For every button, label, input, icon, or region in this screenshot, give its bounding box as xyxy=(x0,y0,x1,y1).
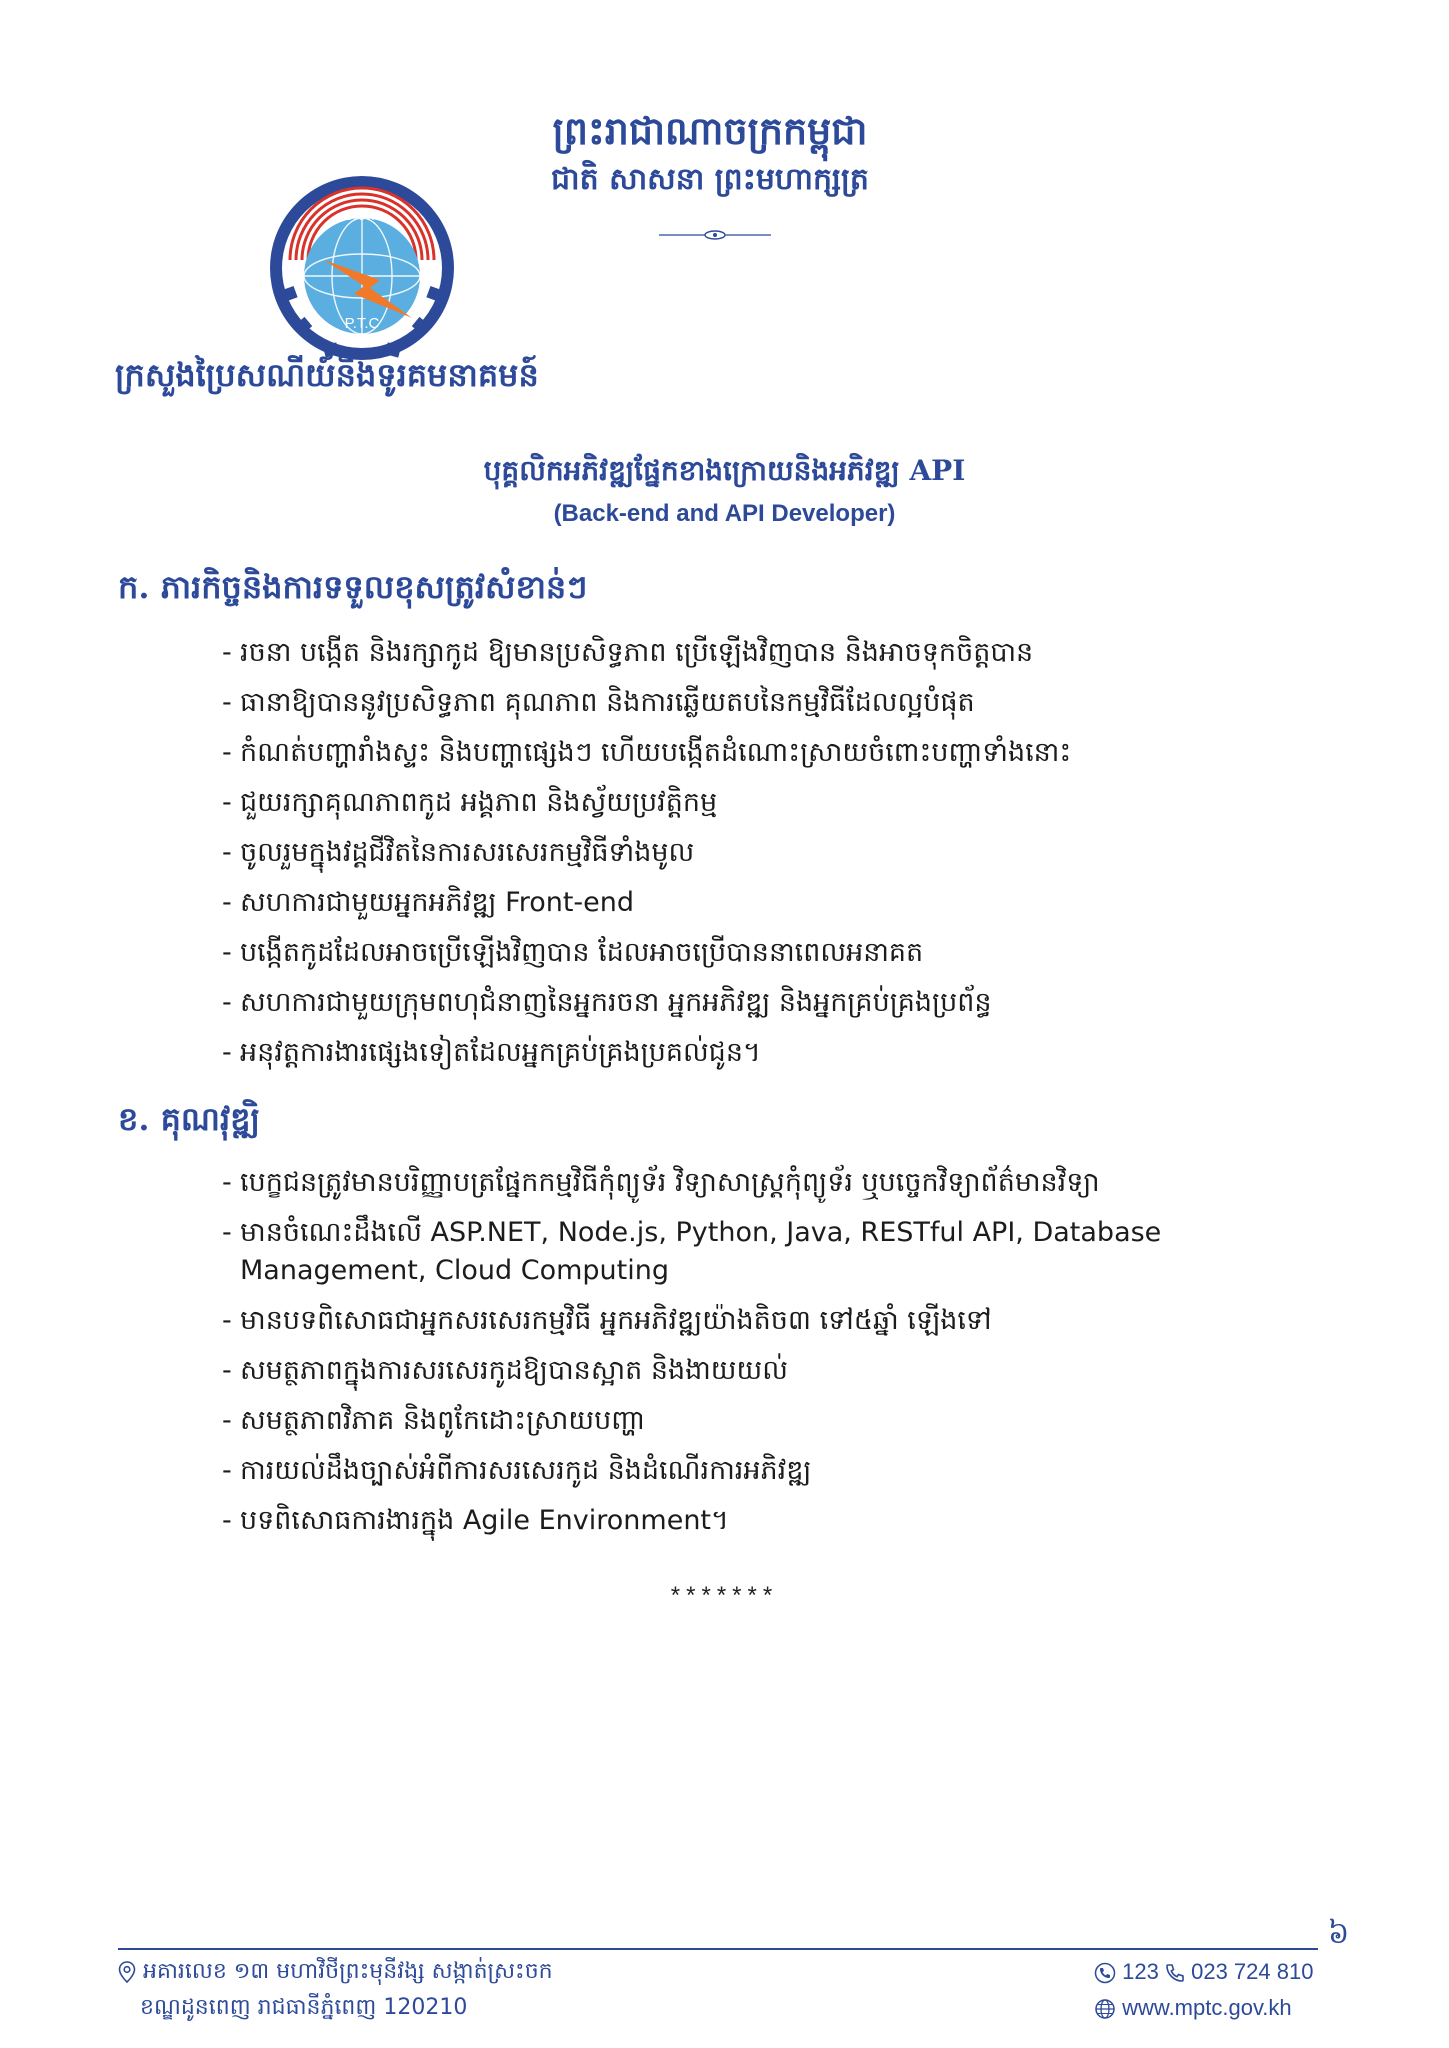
end-of-section-mark: ******* xyxy=(670,1582,779,1609)
website-link[interactable]: www.mptc.gov.kh xyxy=(1122,1995,1292,2020)
list-item: - សមត្ថភាពក្នុងការសរសេរកូដឱ្យបានស្អាត និងងាយយល់ xyxy=(222,1355,788,1386)
list-item: - សហការជាមួយអ្នកអភិវឌ្ឍ Front-end xyxy=(222,887,635,918)
footer-contact xyxy=(1094,1954,1334,2026)
list-item: - មានបទពិសោធជាអ្នកសរសេរកម្មវិធី អ្នកអភិវឌ្ឍយ៉ាងតិច៣ ទៅ៥ឆ្នាំ ឡើងទៅ xyxy=(222,1305,992,1336)
job-title-khmer: បុគ្គលិកអភិវឌ្ឍផ្នែកខាងក្រោយនិងអភិវឌ្ឍ API xyxy=(483,454,966,487)
responsibilities-list xyxy=(222,628,1342,1078)
logo-top-text: ប.ទ.គ xyxy=(344,208,380,224)
footer-divider xyxy=(118,1948,1318,1950)
kingdom-header xyxy=(450,104,970,202)
phone-handset-icon xyxy=(1165,1963,1185,1983)
job-title xyxy=(0,448,1449,534)
list-item: - បេក្ខជនត្រូវមានបរិញ្ញាបត្រផ្នែកកម្មវិធីកុំព្យូទ័រ វិទ្យាសាស្ត្រកុំព្យូទ័រ ឬបច្ចេកវិទ្យាព័ត៌មានវិទ្យា xyxy=(222,1167,1100,1198)
section-heading-qualifications: ខ. គុណវុឌ្ឍិ xyxy=(118,1100,260,1138)
kingdom-name: ព្រះរាជាណាចក្រកម្ពុជា xyxy=(552,108,868,153)
phone-number[interactable]: 023 724 810 xyxy=(1191,1959,1314,1984)
list-item: - ជួយរក្សាគុណភាពកូដ អង្គភាព និងស្វ័យប្រវត្តិកម្ម xyxy=(222,787,718,818)
globe-icon xyxy=(1094,1998,1116,2020)
phone-icon xyxy=(1094,1962,1116,1984)
national-motto: ជាតិ សាសនា ព្រះមហាក្សត្រ xyxy=(551,162,869,197)
address-line-2: ខណ្ឌដូនពេញ រាជធានីភ្នំពេញ 120210 xyxy=(140,1995,468,2020)
ornament-divider xyxy=(655,228,775,242)
address-line-1: អគារលេខ ១៣ មហាវិថីព្រះមុនីវង្ស សង្កាត់ស្រះចក xyxy=(143,1959,553,1984)
ministry-logo-icon xyxy=(262,168,462,368)
footer-address xyxy=(118,1954,818,2026)
list-item: - ការយល់ដឹងច្បាស់អំពីការសរសេរកូដ និងដំណើរការអភិវឌ្ឍ xyxy=(222,1455,812,1486)
list-item: - រចនា បង្កើត និងរក្សាកូដ ឱ្យមានប្រសិទ្ធភាព ប្រើឡើងវិញបាន និងអាចទុកចិត្តបាន xyxy=(222,637,1034,668)
list-item: - មានចំណេះដឹងលើ ASP.NET, Node.js, Python, Java, RESTful API, Database Management, Cloud Computing xyxy=(222,1217,1162,1286)
list-item: - បង្កើតកូដដែលអាចប្រើឡើងវិញបាន ដែលអាចប្រើបាននាពេលអនាគត xyxy=(222,937,924,968)
page-number: ៦ xyxy=(1328,1916,1350,1951)
list-item: - ធានាឱ្យបាននូវប្រសិទ្ធភាព គុណភាព និងការឆ្លើយតបនៃកម្មវិធីដែលល្អបំផុត xyxy=(222,687,975,718)
list-item: - បទពិសោធការងារក្នុង Agile Environment។ xyxy=(222,1505,729,1536)
logo-bottom-text: P.T.C xyxy=(344,315,380,332)
list-item: - ចូលរួមក្នុងវដ្តជីវិតនៃការសរសេរកម្មវិធីទាំងមូល xyxy=(222,837,695,868)
phone-short[interactable]: 123 xyxy=(1122,1959,1159,1984)
list-item: - កំណត់បញ្ហារាំងស្ទះ និងបញ្ហាផ្សេងៗ ហើយបង្កើតដំណោះស្រាយចំពោះបញ្ហាទាំងនោះ xyxy=(222,737,1072,768)
list-item: - សហការជាមួយក្រុមពហុជំនាញនៃអ្នករចនា អ្នកអភិវឌ្ឍ និងអ្នកគ្រប់គ្រងប្រព័ន្ធ xyxy=(222,987,992,1018)
ministry-name: ក្រសួងប្រៃសណីយ៍និងទូរគមនាគមន៍ xyxy=(115,356,539,394)
qualifications-list xyxy=(222,1158,1342,1546)
list-item: - សមត្ថភាពវិភាគ និងពូកែដោះស្រាយបញ្ហា xyxy=(222,1405,646,1436)
location-pin-icon xyxy=(118,1961,136,1983)
job-title-english: (Back-end and API Developer) xyxy=(553,500,896,527)
list-item: - អនុវត្តការងារផ្សេងទៀតដែលអ្នកគ្រប់គ្រងប្រគល់ជូន។ xyxy=(222,1037,761,1068)
section-heading-responsibilities: ក. ភារកិច្ចនិងការទទួលខុសត្រូវសំខាន់ៗ xyxy=(118,568,588,606)
